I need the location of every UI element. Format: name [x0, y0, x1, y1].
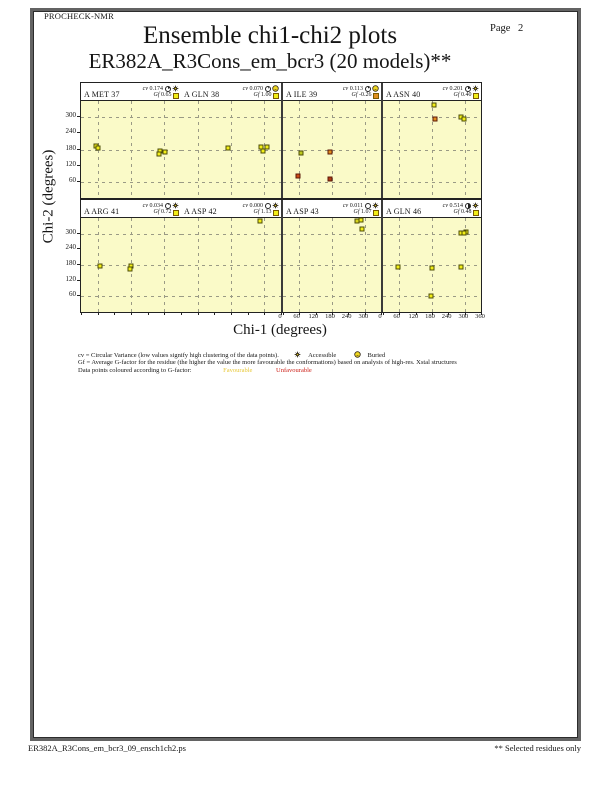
- starburst-accessible-icon: [294, 351, 301, 358]
- gf-color-swatch: [273, 93, 279, 99]
- panel-stats: [143, 85, 179, 99]
- starburst-accessible-icon: [472, 202, 479, 209]
- residue-label: A GLN 46: [386, 207, 422, 216]
- starburst-accessible-icon: [172, 85, 179, 92]
- gridline: [365, 218, 366, 312]
- gf-value: Gf -0.26: [351, 92, 372, 99]
- gf-color-swatch: [273, 210, 279, 216]
- residue-label: A ASN 40: [386, 90, 421, 99]
- residue-panel: [81, 200, 181, 312]
- data-point: [359, 226, 364, 231]
- cv-value: cv 0.113: [342, 85, 363, 92]
- data-point: [327, 150, 332, 155]
- gf-color-swatch: [473, 210, 479, 216]
- x-axis-tick-label: 120: [308, 313, 319, 320]
- gridline: [465, 101, 466, 198]
- footer-filename: ER382A_R3Cons_em_bcr3_09_ensch1ch2.ps: [28, 743, 186, 753]
- tick-mark: [148, 312, 149, 315]
- data-point: [296, 173, 301, 178]
- panel-header: [181, 83, 281, 100]
- tick-mark: [77, 149, 81, 150]
- tick-mark: [231, 312, 232, 315]
- tick-mark: [114, 312, 115, 315]
- panel-header: [181, 200, 281, 217]
- panel-header: [81, 83, 181, 100]
- tick-mark: [164, 312, 165, 315]
- gf-value: Gf 0.48: [453, 209, 472, 216]
- gf-color-swatch: [373, 210, 379, 216]
- gridline: [332, 218, 333, 312]
- data-point: [298, 151, 303, 156]
- x-axis-tick-label: 360: [475, 313, 485, 320]
- panel-header: [383, 83, 481, 100]
- gridline: [283, 234, 381, 235]
- y-axis-tick-label: 60: [69, 175, 76, 184]
- gridline: [81, 117, 181, 118]
- gf-value: Gf 0.72: [153, 209, 172, 216]
- gridline: [131, 101, 132, 198]
- tick-mark: [77, 233, 81, 234]
- x-axis-tick-label: 120: [408, 313, 419, 320]
- data-point: [327, 176, 332, 181]
- residue-label: A ILE 39: [286, 90, 318, 99]
- cv-value: cv 0.201: [442, 85, 463, 92]
- panel-stats: [343, 85, 379, 99]
- tick-mark: [181, 312, 182, 315]
- y-axis-tick-label: 180: [65, 259, 76, 267]
- cv-value: cv 0.174: [142, 85, 163, 92]
- tick-mark: [77, 295, 81, 296]
- y-axis-tick-label: 60: [69, 290, 76, 299]
- gf-value: Gf 0.65: [153, 92, 172, 99]
- buried-circle-icon: [354, 351, 361, 358]
- y-axis-label: Chi-2 (degrees): [40, 149, 57, 244]
- gf-line: [254, 92, 280, 99]
- cv-pie-icon: [265, 203, 271, 209]
- tick-mark: [77, 248, 81, 249]
- residue-panel: [181, 83, 281, 198]
- residue-panel: [381, 200, 481, 312]
- gf-line: [352, 92, 380, 99]
- data-point: [430, 265, 435, 270]
- plot-area: [283, 100, 381, 198]
- y-axis-tick-label: 300: [65, 227, 76, 236]
- data-point: [225, 146, 230, 151]
- data-point: [458, 265, 463, 270]
- legend-line-cv: [78, 351, 457, 359]
- panel-stats: [243, 202, 279, 216]
- residue-label: A MET 37: [84, 90, 120, 99]
- cv-value: cv 0.000: [242, 202, 263, 209]
- gridline: [283, 117, 381, 118]
- starburst-accessible-icon: [272, 202, 279, 209]
- legend-unfavourable-label: Unfavourable: [276, 366, 312, 374]
- residue-panel: [181, 200, 281, 312]
- gridline: [365, 101, 366, 198]
- cv-pie-icon: [365, 203, 371, 209]
- residue-label: A ARG 41: [84, 207, 120, 216]
- x-axis-tick-label: 300: [358, 313, 369, 320]
- gf-value: Gf 0.40: [453, 92, 472, 99]
- gf-value: Gf 1.13: [253, 209, 272, 216]
- y-axis-tick-label: 240: [65, 127, 76, 136]
- plot-row: [80, 82, 482, 199]
- legend-line-gf: [78, 359, 457, 366]
- gf-line: [154, 209, 180, 216]
- buried-circle-icon: [272, 85, 279, 92]
- data-point: [128, 267, 133, 272]
- gf-color-swatch: [173, 93, 179, 99]
- buried-circle-icon: [372, 85, 379, 92]
- legend-cv-text: cv = Circular Variance (low values signify high clustering of the data points).: [78, 352, 279, 359]
- gf-value: Gf 1.07: [353, 209, 372, 216]
- plot-area: [383, 217, 481, 312]
- panel-stats: [443, 202, 479, 216]
- data-point: [162, 149, 167, 154]
- data-point: [432, 116, 437, 121]
- gridline: [231, 218, 232, 312]
- data-point: [432, 103, 437, 108]
- residue-panel: [281, 83, 381, 198]
- x-axis-label: Chi-1 (degrees): [233, 322, 327, 338]
- x-axis-tick-label: 180: [325, 313, 335, 320]
- panel-stats: [343, 202, 379, 216]
- starburst-accessible-icon: [372, 202, 379, 209]
- gf-color-swatch: [473, 93, 479, 99]
- gf-color-swatch: [373, 93, 379, 99]
- page-number: Page 2: [490, 23, 524, 34]
- data-point: [260, 148, 265, 153]
- x-axis-tick-label: 240: [341, 313, 352, 320]
- plot-area: [81, 217, 181, 312]
- gf-line: [154, 92, 180, 99]
- cv-value: cv 0.034: [142, 202, 163, 209]
- legend-colour-text: Data points coloured according to G-factor:: [78, 366, 192, 374]
- gf-color-swatch: [173, 210, 179, 216]
- data-point: [461, 230, 466, 235]
- residue-panel: [81, 83, 181, 198]
- tick-mark: [77, 264, 81, 265]
- x-axis-tick-label: 0: [278, 313, 282, 320]
- data-point: [429, 293, 434, 298]
- y-axis-tick-label: 300: [65, 111, 76, 120]
- app-name: PROCHECK-NMR: [44, 11, 114, 21]
- plot-area: [181, 217, 281, 312]
- gf-line: [454, 92, 480, 99]
- data-point: [257, 218, 262, 223]
- x-axis-tick-label: 60: [293, 313, 300, 320]
- tick-mark: [214, 312, 215, 315]
- cv-pie-icon: [465, 203, 471, 209]
- panel-header: [283, 200, 381, 217]
- gf-value: Gf 1.00: [253, 92, 272, 99]
- cv-pie-icon: [365, 86, 371, 92]
- y-axis-tick-label: 180: [65, 143, 76, 152]
- gf-line: [254, 209, 280, 216]
- page-subtitle: ER382A_R3Cons_em_bcr3 (20 models)**: [88, 49, 452, 73]
- gridline: [264, 218, 265, 312]
- legend-buried-label: Buried: [367, 352, 386, 359]
- plot-area: [283, 217, 381, 312]
- plot-area: [383, 100, 481, 198]
- page-title: Ensemble chi1-chi2 plots: [142, 22, 398, 49]
- data-point: [461, 117, 466, 122]
- plot-row: [80, 199, 482, 313]
- tick-mark: [131, 312, 132, 315]
- y-axis-tick-label: 240: [65, 243, 76, 252]
- starburst-accessible-icon: [472, 85, 479, 92]
- cv-value: cv 0.011: [342, 202, 363, 209]
- tick-mark: [248, 312, 249, 315]
- residue-label: A ASP 42: [184, 207, 217, 216]
- legend-line-colour: [78, 367, 457, 374]
- x-axis-tick-label: 300: [458, 313, 469, 320]
- cv-value: cv 0.070: [242, 85, 263, 92]
- x-axis-tick-label: 180: [425, 313, 435, 320]
- panel-stats: [243, 85, 279, 99]
- tick-mark: [77, 181, 81, 182]
- panel-header: [283, 83, 381, 100]
- data-point: [98, 264, 103, 269]
- footer-note: ** Selected residues only: [494, 743, 581, 753]
- legend-favourable-label: Favourable: [223, 366, 253, 374]
- panel-stats: [443, 85, 479, 99]
- plot-area: [181, 100, 281, 198]
- legend-accessible-label: Accessible: [308, 352, 337, 359]
- cv-value: cv 0.514: [442, 202, 463, 209]
- cv-pie-icon: [165, 86, 171, 92]
- gridline: [332, 101, 333, 198]
- cv-pie-icon: [265, 86, 271, 92]
- gridline: [181, 117, 281, 118]
- gridline: [81, 234, 181, 235]
- x-axis-tick-label: 60: [393, 313, 400, 320]
- y-axis-tick-label: 120: [65, 274, 76, 283]
- tick-mark: [81, 312, 82, 315]
- gf-line: [454, 209, 480, 216]
- gridline: [231, 101, 232, 198]
- gridline: [181, 234, 281, 235]
- legend: [78, 351, 457, 374]
- tick-mark: [77, 116, 81, 117]
- data-point: [96, 145, 101, 150]
- tick-mark: [77, 165, 81, 166]
- x-axis-tick-label: 0: [378, 313, 382, 320]
- tick-mark: [77, 280, 81, 281]
- residue-panel: [281, 200, 381, 312]
- cv-pie-icon: [465, 86, 471, 92]
- tick-mark: [77, 132, 81, 133]
- data-point: [395, 264, 400, 269]
- legend-gf-text: Gf = Average G-factor for the residue (the higher the value the more favourable the conformations) based on analysis of high-res. Xstal structures: [78, 359, 457, 367]
- starburst-accessible-icon: [172, 202, 179, 209]
- x-axis-tick-label: 240: [441, 313, 452, 320]
- residue-panel: [381, 83, 481, 198]
- gridline: [164, 218, 165, 312]
- residue-label: A GLN 38: [184, 90, 220, 99]
- data-point: [156, 151, 161, 156]
- tick-mark: [264, 312, 265, 315]
- tick-mark: [198, 312, 199, 315]
- panel-header: [81, 200, 181, 217]
- y-axis-tick-label: 120: [65, 159, 76, 168]
- tick-mark: [98, 312, 99, 315]
- residue-label: A ASP 43: [286, 207, 319, 216]
- plot-area: [81, 100, 181, 198]
- data-point: [359, 218, 364, 223]
- gf-line: [354, 209, 380, 216]
- cv-pie-icon: [165, 203, 171, 209]
- panel-stats: [143, 202, 179, 216]
- panel-header: [383, 200, 481, 217]
